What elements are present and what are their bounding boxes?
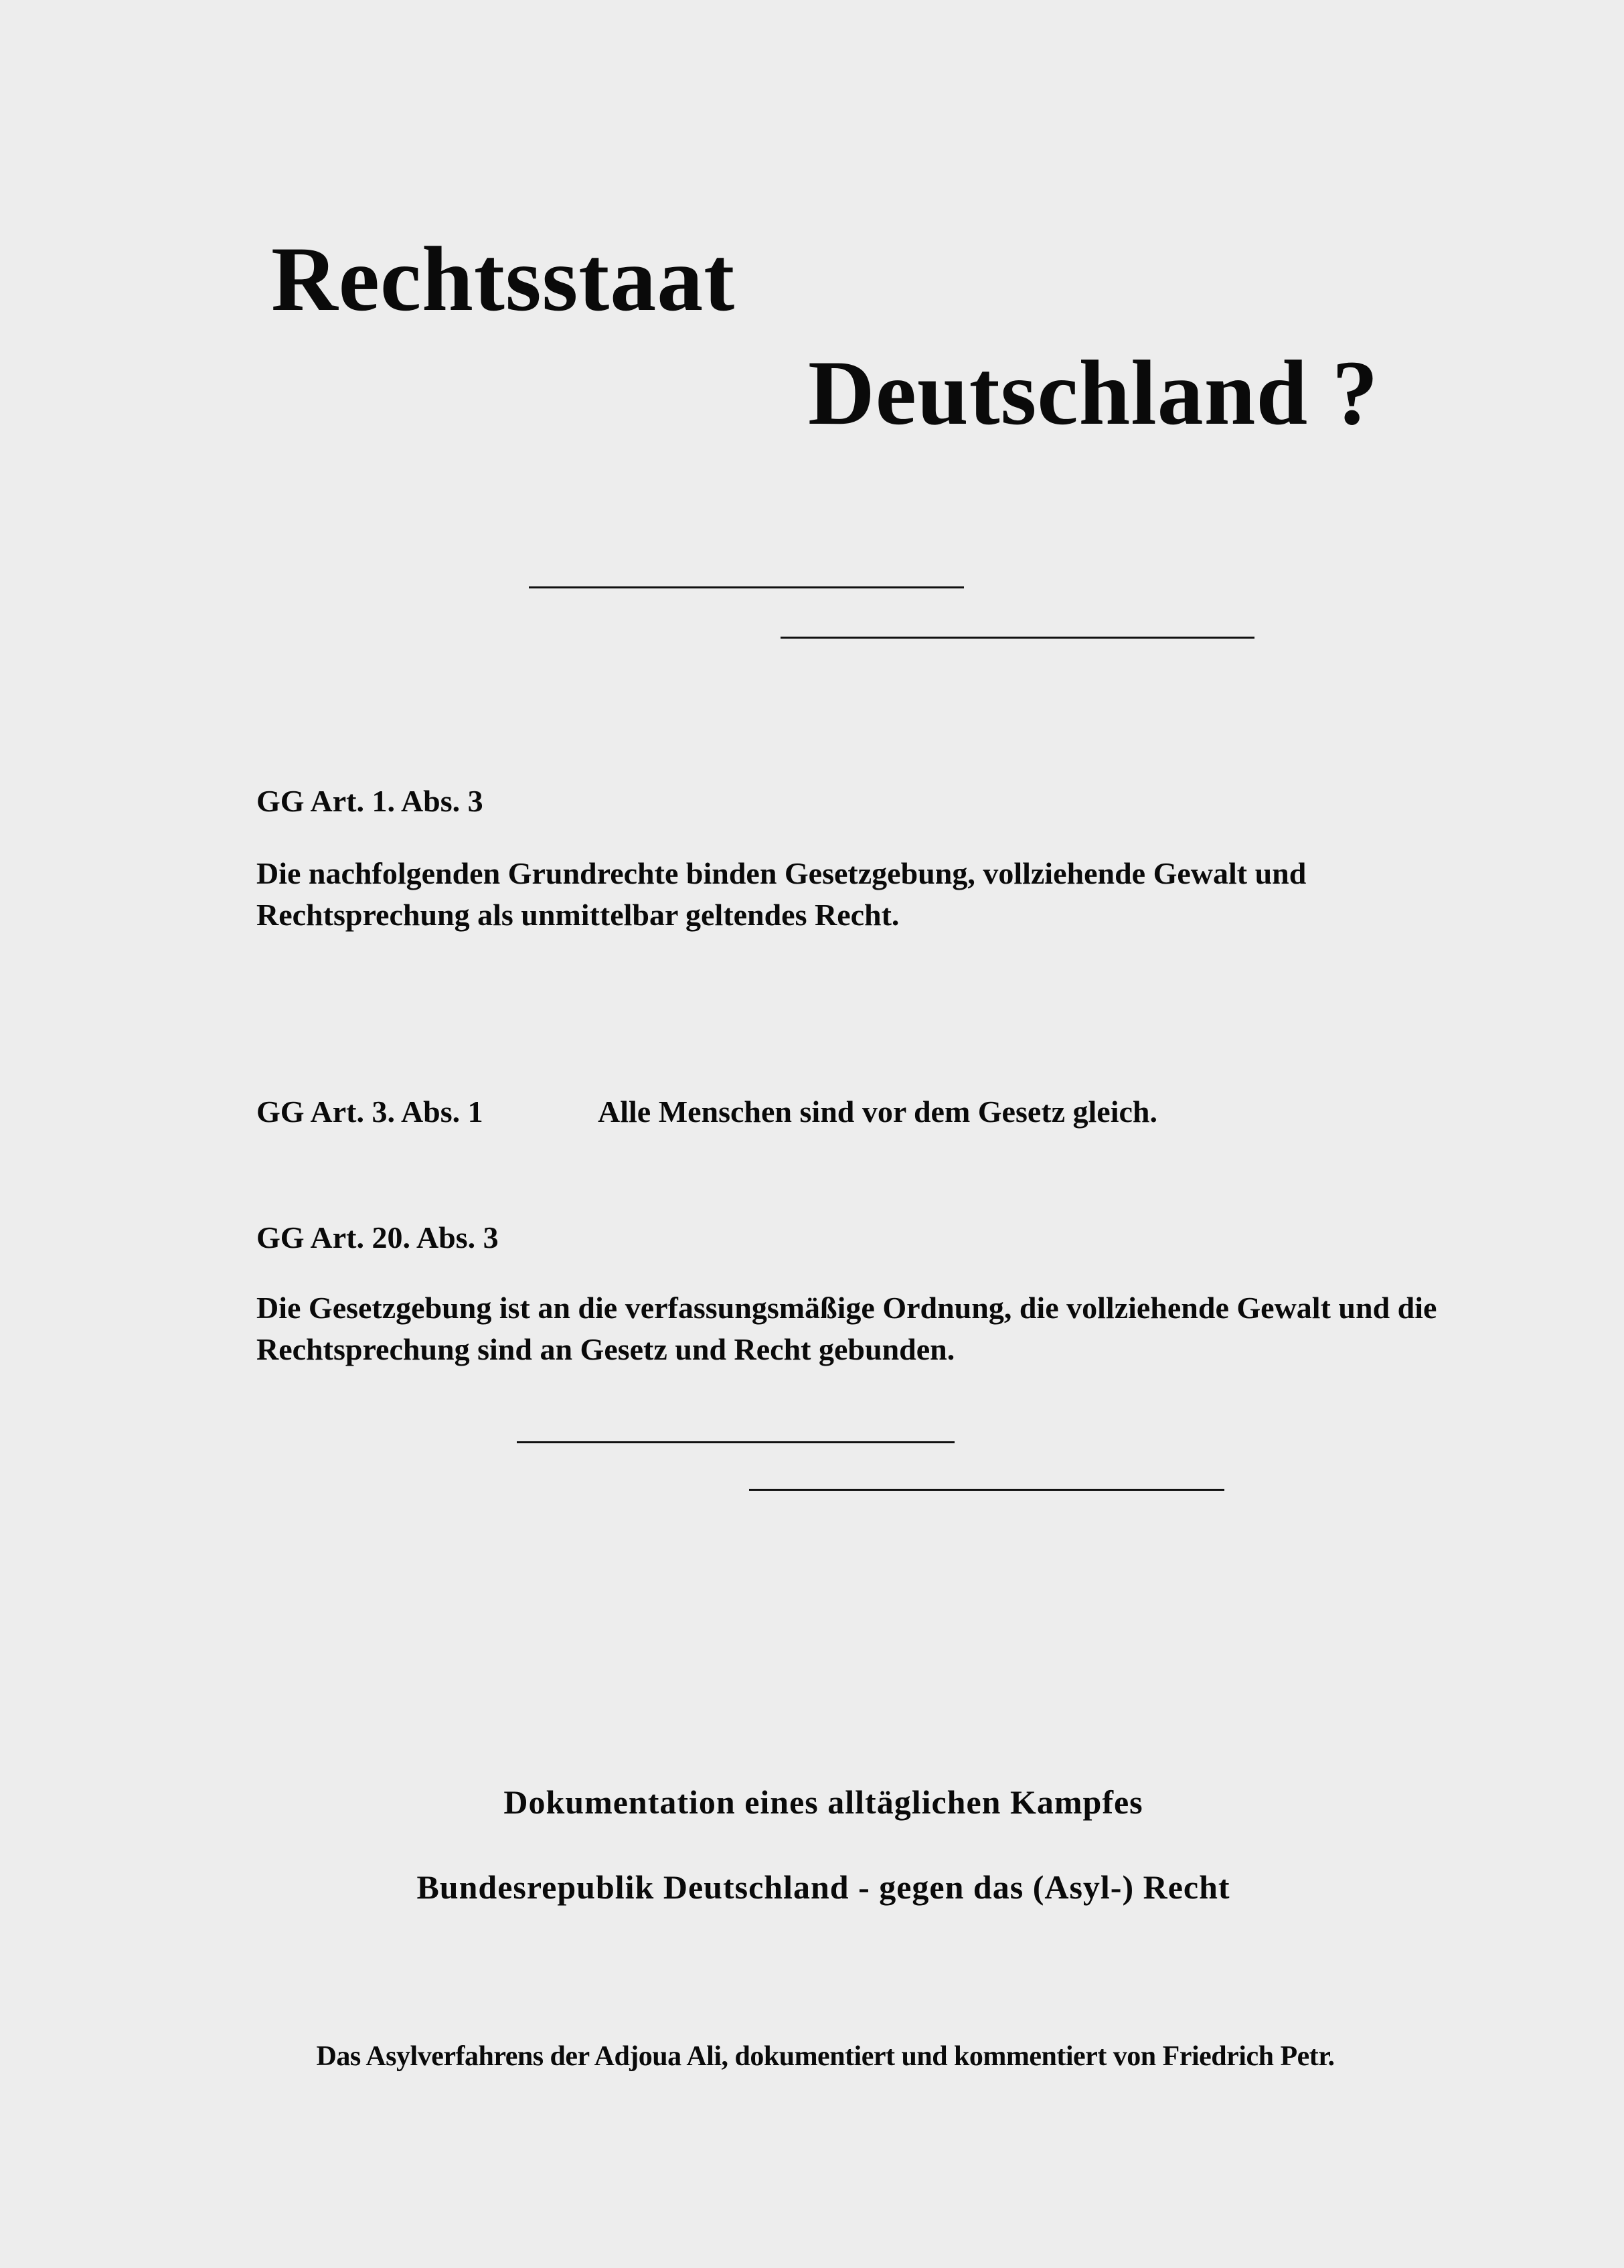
article-20-reference: GG Art. 20. Abs. 3 (256, 1220, 499, 1254)
article-1-text-line-2: Rechtsprechung als unmittelbar geltendes Recht. (256, 898, 900, 932)
divider-rule-upper-1 (529, 586, 964, 588)
article-20-text-line-1: Die Gesetzgebung ist an die verfassungsmäßige Ordnung, die vollziehende Gewalt und die (256, 1291, 1437, 1325)
footer-author-note: Das Asylverfahrens der Adjoua Ali, dokumentiert und kommentiert von Friedrich Petr. (316, 2041, 1335, 2072)
article-3-text: Alle Menschen sind vor dem Gesetz gleich. (598, 1095, 1157, 1129)
divider-rule-lower-1 (517, 1441, 955, 1443)
divider-rule-upper-2 (781, 637, 1254, 639)
article-1-reference: GG Art. 1. Abs. 3 (256, 784, 483, 818)
title-line-1: Rechtsstaat (271, 228, 736, 330)
article-1-text-line-1: Die nachfolgenden Grundrechte binden Gesetzgebung, vollziehende Gewalt und (256, 856, 1307, 890)
article-20-text-line-2: Rechtsprechung sind an Gesetz und Recht gebunden. (256, 1332, 955, 1366)
subtitle-documentation: Dokumentation eines alltäglichen Kampfes (503, 1783, 1143, 1821)
divider-rule-lower-2 (749, 1489, 1224, 1491)
title-line-2: Deutschland ? (808, 341, 1379, 444)
article-3-reference: GG Art. 3. Abs. 1 (256, 1095, 483, 1129)
subtitle-asylum-law: Bundesrepublik Deutschland - gegen das (Asyl-) Recht (416, 1868, 1230, 1906)
